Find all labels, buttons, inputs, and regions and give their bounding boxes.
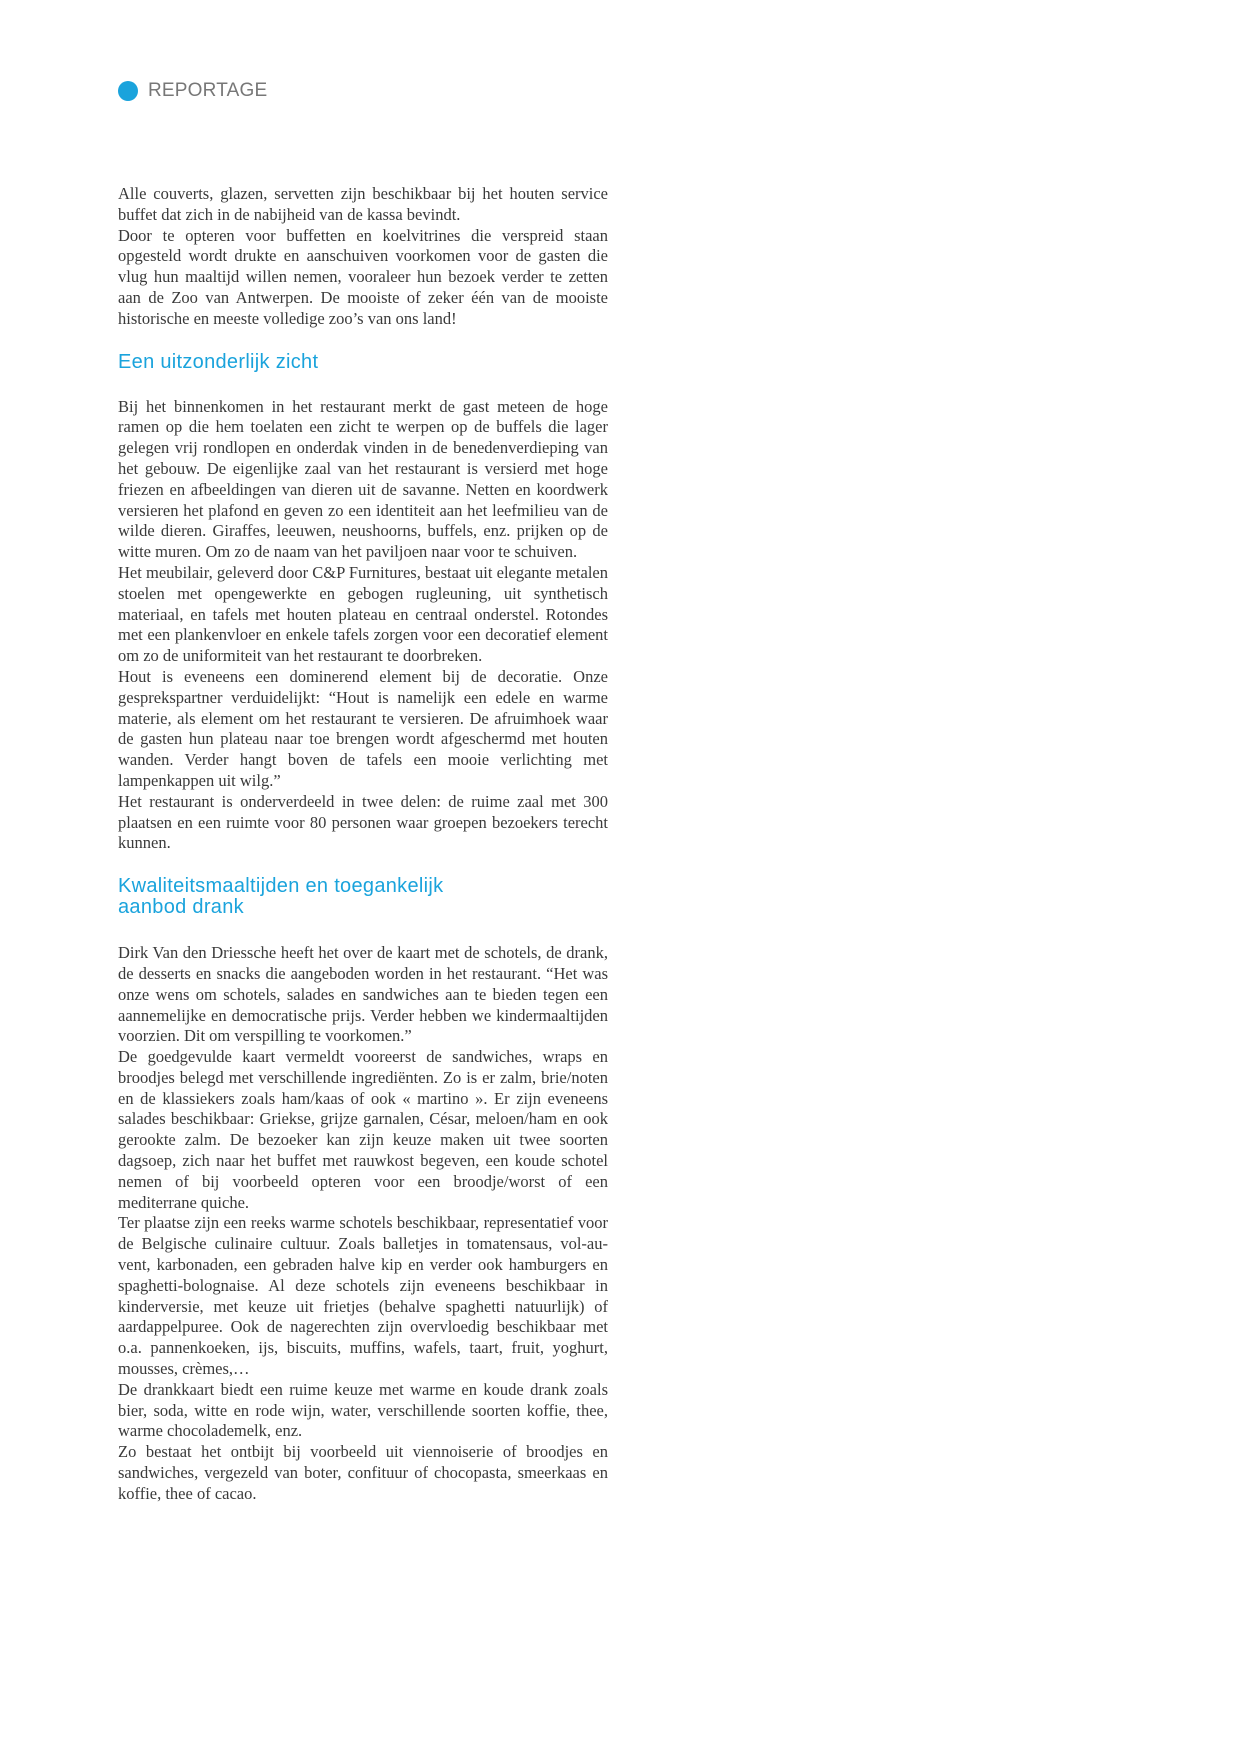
body-paragraph: Het restaurant is onderverdeeld in twee delen: de ruime zaal met 300 plaatsen en een ruimte voor 80 personen waar groepen bezoekers terecht kunnen. — [118, 791, 608, 853]
body-paragraph: Dirk Van den Driessche heeft het over de kaart met de schotels, de drank, de desserts en snacks die aangeboden worden in het restaurant. “Het was onze wens om schotels, salades en sandwiches aan te bieden tegen een aannemelijke en democratische prijs. Verder hebben we kindermaaltijden voorzien. Dit om verspilling te voorkomen.” — [118, 943, 608, 1046]
body-paragraph: De goedgevulde kaart vermeldt vooreerst de sandwiches, wraps en broodjes belegd met verschillende ingrediënten. Zo is er zalm, brie/noten en de klassiekers zoals ham/kaas of ook « martino ». Er zijn eveneens salades beschikbaar: Griekse, grijze garnalen, César, meloen/ham en ook gerookte zalm. De bezoeker kan zijn keuze maken uit twee soorten dagsoep, zich naar het buffet met rauwkost begeven, een koude schotel nemen of bij voorbeeld opteren voor een broodje/worst of een mediterrane quiche. — [118, 1047, 608, 1212]
body-paragraph: De drankkaart biedt een ruime keuze met warme en koude drank zoals bier, soda, witte en rode wijn, water, verschillende soorten koffie, thee, warme chocolademelk, enz. — [118, 1379, 608, 1441]
body-paragraph: Het meubilair, geleverd door C&P Furnitures, bestaat uit elegante metalen stoelen met opengewerkte en gebogen rugleuning, uit synthetisch materiaal, en tafels met houten plateau en centraal onderstel. Rotondes met een plankenvloer en enkele tafels zorgen voor een decoratief element om zo de uniformiteit van het restaurant te doorbreken. — [118, 562, 608, 666]
section-heading-line: aanbod drank — [118, 896, 244, 919]
section-heading-line: Kwaliteitsmaaltijden en toegankelijk — [118, 875, 444, 898]
section-label: REPORTAGE — [148, 80, 268, 101]
section-bullet-icon — [118, 81, 138, 101]
body-paragraph: Zo bestaat het ontbijt bij voorbeeld uit viennoiserie of broodjes en sandwiches, vergezeld van boter, confituur of chocopasta, smeerkaas en koffie, thee of cacao. — [118, 1442, 608, 1503]
body-paragraph: Door te opteren voor buffetten en koelvitrines die verspreid staan opgesteld wordt drukte en aanschuiven voorkomen voor de gasten die vlug hun maaltijd willen nemen, vooraleer hun bezoek verder te zetten aan de Zoo van Antwerpen. De mooiste of zeker één van de mooiste historische en meeste volledige zoo’s van ons land! — [118, 225, 608, 328]
body-paragraph: Hout is eveneens een dominerend element bij de decoratie. Onze gesprekspartner verduidelijkt: “Hout is namelijk een edele en warme materie, als element om het restaurant te versieren. De afruimhoek waar de gasten hun plateau naar toe brengen wordt afgeschermd met houten wanden. Verder hangt boven de tafels een mooie verlichting met lampenkappen uit wilg.” — [118, 666, 608, 790]
article-column — [118, 184, 608, 1505]
page-header — [118, 80, 267, 102]
section-heading — [118, 876, 608, 918]
body-paragraph: Ter plaatse zijn een reeks warme schotels beschikbaar, representatief voor de Belgische culinaire cultuur. Zoals balletjes in tomatensaus, vol-au-vent, karbonaden, een gebraden halve kip en verder ook hamburgers en spaghetti-bolognaise. Al deze schotels zijn eveneens beschikbaar in kinderversie, met keuze uit frietjes (behalve spaghetti natuurlijk) of aardappelpuree. Ook de nagerechten zijn overvloedig beschikbaar met o.a. pannenkoeken, ijs, biscuits, muffins, wafels, taart, fruit, yoghurt, mousses, crèmes,… — [118, 1213, 608, 1379]
body-paragraph: Alle couverts, glazen, servetten zijn beschikbaar bij het houten service buffet dat zich in de nabijheid van de kassa bevindt. — [118, 184, 608, 224]
section-heading: Een uitzonderlijk zicht — [118, 350, 319, 373]
body-paragraph: Bij het binnenkomen in het restaurant merkt de gast meteen de hoge ramen op die hem toelaten een zicht te werpen op de buffels die lager gelegen vrij rondlopen en onderdak vinden in de benedenverdieping van het gebouw. De eigenlijke zaal van het restaurant is versierd met hoge friezen en afbeeldingen van dieren uit de savanne. Netten en koordwerk versieren het plafond en geven zo een identiteit aan het leefmilieu van de wilde dieren. Giraffes, leeuwen, neushoorns, buffels, enz. prijken op de witte muren. Om zo de naam van het paviljoen naar voor te schuiven. — [118, 396, 608, 562]
